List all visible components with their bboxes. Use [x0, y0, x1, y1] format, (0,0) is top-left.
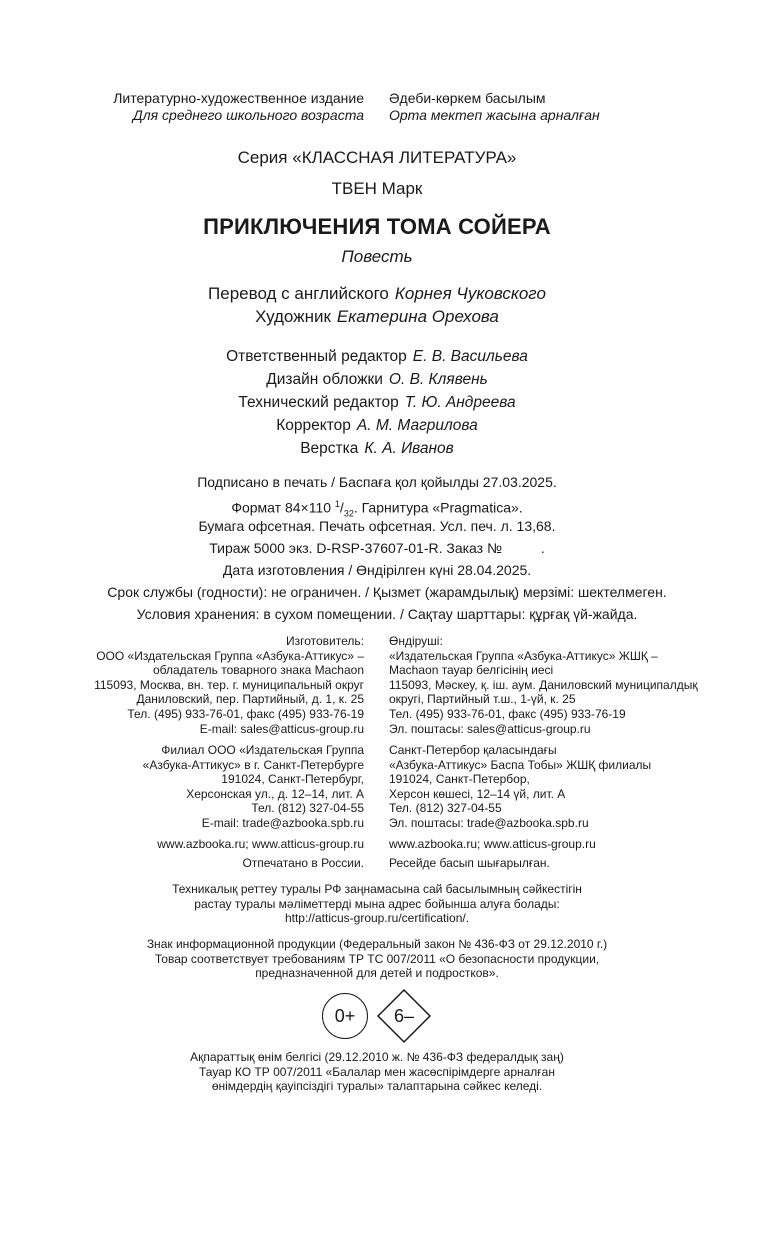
- header-left-line2: Для среднего школьного возраста: [132, 107, 364, 123]
- print-date: Дата изготовления / Өндірілген күні 28.04.2025.: [222, 562, 532, 578]
- certification-notice: [0, 882, 754, 926]
- manufacturer-ru-line: Тел. (495) 933-76-01, факс (495) 933-76-19: [127, 706, 364, 721]
- manufacturer-kz: [389, 634, 698, 736]
- branch-ru: [143, 743, 364, 831]
- translation-label: Перевод с английского: [208, 284, 389, 303]
- branch-kz-line: Санкт-Петербор қаласындағы: [389, 743, 557, 757]
- branch-ru-line: Филиал ООО «Издательская Группа: [161, 743, 364, 757]
- print-run: Тираж 5000 экз. D-RSP-37607-01-R. Заказ № .: [209, 540, 545, 556]
- branch-kz-line: Херсон көшесі, 12–14 үй, лит. А: [389, 786, 566, 801]
- credit-line: [0, 394, 754, 412]
- branch-ru-line: Тел. (812) 327-04-55: [251, 801, 364, 816]
- info-sign-ru: [0, 937, 754, 981]
- branch-ru-line: Херсонская ул., д. 12–14, лит. А: [186, 786, 364, 801]
- certification-link[interactable]: http://atticus-group.ru/certification/.: [284, 911, 470, 926]
- branch-kz-line: 191024, Санкт-Петербор,: [389, 772, 530, 787]
- manufacturer-ru-line: Даниловский, пер. Партийный, д. 1, к. 25: [136, 692, 364, 707]
- credit-person: Т. Ю. Андреева: [404, 394, 516, 411]
- manufacturer-kz-line: округі, Партийный т.ш., 1-үй, к. 25: [389, 692, 576, 707]
- illustrator-line: [0, 307, 754, 327]
- manufacturer-kz-line: Тел. (495) 933-76-01, факс (495) 933-76-19: [389, 706, 626, 721]
- credit-line: [0, 440, 754, 458]
- series-name: Серия «КЛАССНАЯ ЛИТЕРАТУРА»: [237, 148, 517, 167]
- info-sign-kz: [0, 1050, 754, 1094]
- branch-kz-line: Эл. поштасы: trade@azbooka.spb.ru: [389, 815, 589, 830]
- branch-kz-line: «Азбука-Аттикус» Баспа Тобы» ЖШҚ филиалы: [389, 757, 652, 772]
- credit-role: Технический редактор: [238, 394, 399, 411]
- header-left-line1: Литературно-художественное издание: [113, 90, 364, 106]
- age-rating-diamond-badge: [376, 988, 432, 1044]
- branch-kz-line: Тел. (812) 327-04-55: [389, 801, 502, 816]
- book-genre: Повесть: [341, 247, 413, 266]
- credit-person: А. М. Магрилова: [356, 417, 478, 434]
- print-format: Формат 84×110 $^1/_{32}$. Гарнитура «Pragmatica».: [231, 499, 523, 519]
- manufacturer-ru-line: E-mail: sales@atticus-group.ru: [199, 721, 364, 736]
- book-title: ПРИКЛЮЧЕНИЯ ТОМА СОЙЕРА: [203, 214, 551, 239]
- header-right-line2: Орта мектеп жасына арналған: [389, 107, 600, 123]
- illustrator-name: Екатерина Орехова: [336, 307, 499, 326]
- age-rating-circle-text: 0+: [334, 1005, 356, 1026]
- certification-line: Техникалық реттеу туралы РФ заңнамасына сай басылымның сәйкестігін: [172, 882, 582, 896]
- age-rating-diamond-text: 6–: [393, 1005, 415, 1026]
- credit-person: Е. В. Васильева: [412, 348, 528, 365]
- age-rating-circle-badge: [322, 993, 368, 1039]
- branch-kz: [389, 743, 651, 831]
- print-paper: Бумага офсетная. Печать офсетная. Усл. печ. л. 13,68.: [198, 518, 556, 534]
- format-numerator: 1: [334, 499, 340, 509]
- manufacturer-kz-line: Эл. поштасы: sales@atticus-group.ru: [389, 721, 591, 736]
- branch-ru-line: «Азбука-Аттикус» в г. Санкт-Петербурге: [142, 757, 364, 772]
- translation-line: [0, 284, 754, 304]
- manufacturer-ru-line: обладатель товарного знака Machaon: [152, 663, 364, 678]
- manufacturer-kz-line: «Издательская Группа «Азбука-Аттикус» ЖШҚ –: [389, 648, 658, 663]
- format-text: Формат 84×110: [231, 499, 335, 516]
- credit-role: Ответственный редактор: [226, 348, 407, 365]
- print-signed: Подписано в печать / Баспаға қол қойылды 27.03.2025.: [197, 474, 557, 490]
- format-denominator: 32: [343, 508, 354, 519]
- credit-line: [0, 417, 754, 435]
- info-sign-line: Знак информационной продукции (Федеральный закон № 436-ФЗ от 29.12.2010 г.): [146, 937, 608, 951]
- info-sign-kz-line: өнімдердің қауіпсіздігі туралы» талаптарына сәйкес келеді.: [211, 1079, 543, 1094]
- branch-ru-line: 191024, Санкт-Петербург,: [221, 772, 364, 787]
- credit-role: Верстка: [300, 440, 359, 457]
- branch-ru-line: E-mail: trade@azbooka.spb.ru: [201, 815, 364, 830]
- manufacturer-ru: [94, 634, 364, 736]
- printed-in-ru: Отпечатано в России.: [242, 856, 364, 870]
- manufacturer-kz-line: Өндіруші:: [389, 634, 443, 648]
- website-links-kz[interactable]: www.azbooka.ru; www.atticus-group.ru: [389, 837, 596, 851]
- manufacturer-ru-line: 115093, Москва, вн. тер. г. муниципальный округ: [94, 677, 364, 692]
- print-storage: Условия хранения: в сухом помещении. / Сақтау шарттары: құрғақ үй-жайда.: [136, 606, 638, 622]
- format-typeface: . Гарнитура «Pragmatica».: [353, 499, 523, 516]
- credit-person: К. А. Иванов: [364, 440, 454, 457]
- manufacturer-ru-line: ООО «Издательская Группа «Азбука-Аттикус» –: [96, 648, 364, 663]
- credit-role: Корректор: [276, 417, 351, 434]
- info-sign-kz-line: Тауар КО ТР 007/2011 «Балалар мен жасөспірімдерге арналған: [199, 1064, 555, 1079]
- author-name: ТВЕН Марк: [331, 179, 423, 198]
- info-sign-kz-line: Ақпараттық өнім белгісі (29.12.2010 ж. № 436-ФЗ федералдық заң): [190, 1050, 564, 1064]
- certification-line: растау туралы мәліметтерді мына адрес бойынша алуға болады:: [194, 896, 560, 911]
- credit-line: [0, 371, 754, 389]
- header-right-line1: Әдеби-көркем басылым: [389, 90, 546, 106]
- info-sign-line: Товар соответствует требованиям ТР ТС 007/2011 «О безопасности продукции,: [154, 951, 600, 966]
- print-service-life: Срок службы (годности): не ограничен. / Қызмет (жарамдылық) мерзімі: шектелмеген.: [107, 584, 667, 600]
- manufacturer-kz-line: 115093, Мәскеу, қ. іш. аум. Даниловский муниципалдық: [389, 677, 698, 692]
- printed-in-kz: Ресейде басып шығарылған.: [389, 856, 550, 870]
- info-sign-line: предназначенной для детей и подростков».: [255, 966, 499, 981]
- translator-name: Корнея Чуковского: [394, 284, 546, 303]
- manufacturer-kz-line: Machaon тауар белгісінің иесі: [389, 663, 554, 678]
- credit-person: О. В. Клявень: [388, 371, 488, 388]
- credit-role: Дизайн обложки: [266, 371, 383, 388]
- manufacturer-ru-line: Изготовитель:: [286, 634, 364, 648]
- illustrator-label: Художник: [255, 307, 331, 326]
- credit-line: [0, 348, 754, 366]
- website-links-ru[interactable]: www.azbooka.ru; www.atticus-group.ru: [157, 837, 364, 851]
